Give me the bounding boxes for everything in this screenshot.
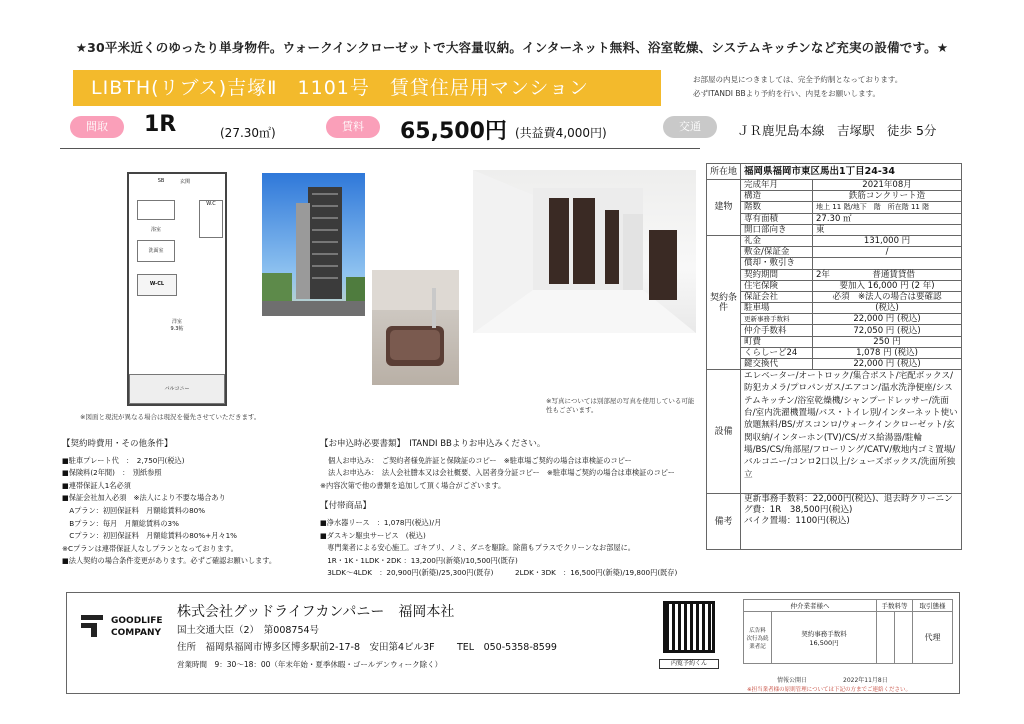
building-label-3: 専有面積: [741, 213, 813, 224]
option-item: 専門業者による安心施工。ゴキブリ、ノミ、ダニを駆除。除菌もプラスでクリーンなお部屋に。: [320, 543, 635, 553]
bathroom-photo: [372, 270, 459, 385]
transport-label-badge: 交通: [663, 116, 717, 138]
contract-value-6: (税込): [813, 303, 962, 314]
room-interior-photo: [473, 170, 696, 333]
option-item: ■ダスキン駆虫サービス (税込): [320, 530, 426, 540]
contract-label-11: 鍵交換代: [741, 359, 813, 370]
building-value-0: 2021年08月: [813, 180, 962, 191]
terms-heading: 【契約時費用・その他条件】: [62, 439, 173, 449]
common-fee-value: (共益費4,000円): [515, 126, 607, 140]
company-hours: 営業時間 9：30〜18：00（年末年始・夏季休暇・ゴールデンウィーク除く）: [177, 660, 443, 669]
qr-label[interactable]: 内覧予約くん: [659, 659, 719, 669]
company-logo-text: [111, 615, 163, 639]
stamp-type: 代理: [913, 612, 953, 664]
fp-main-room: [133, 300, 221, 370]
rent-label-badge: 賃料: [326, 116, 380, 138]
remarks-value: 更新事務手数料：22,000円(税込)、退去時クリーニング費：1R 38,500円(税込) バイク置場：1100円(税込): [741, 494, 962, 550]
transport-value: ＪＲ鹿児島本線 吉塚駅 徒歩 5分: [737, 123, 937, 138]
apply-item: 個人お申込み： ご契約者様免許証と保険証のコピー ※駐車場ご契約の場合は車検証のコピー: [328, 455, 632, 465]
layout-value: 1R: [144, 112, 177, 137]
fp-room-size: 9.3帖: [170, 326, 184, 332]
building-value-4: 東: [813, 224, 962, 235]
building-label-1: 構造: [741, 191, 813, 202]
contract-label-9: 町費: [741, 336, 813, 347]
contract-label-7: 更新事務手数料: [741, 314, 813, 325]
qr-code-icon[interactable]: [663, 601, 715, 653]
contract-label-3: 契約期間: [741, 269, 813, 280]
contract-value-7: 22,000 円 (税込): [813, 314, 962, 325]
option-item: 3LDK〜4LDK ：20,900円(新築)/25,300円(既存) 2LDK・3DK ：16,500円(新築)/19,800円(既存): [320, 568, 678, 578]
contract-section-label: 契約条件: [707, 235, 741, 369]
building-value-3: 27.30 ㎡: [813, 213, 962, 224]
logo-line-1: GOODLIFE: [111, 616, 163, 626]
contract-value-10: 1,078 円 (税込): [813, 347, 962, 358]
equipment-value: エレベーター/オートロック/集合ポスト/宅配ボックス/防犯カメラ/プロパンガス/エアコン/温水洗浄便座/システムキッチン/浴室乾燥機/シャンプードレッサー/洗面台/室内洗濯機置場/バス・トイレ別/インターネット使い放題無料/BS/ガスコンロ/ウォークインクローゼット/玄関収納/インターホン(TV)/CS/ガス給湯器/駐輪場/BS/CS/角部屋/フローリング/CATV/敷地内ゴミ置場/バルコニー/コンロ2口以上/シューズボックス/洗面所独立: [741, 370, 962, 494]
fp-walk-in-closet: W-CL: [137, 274, 177, 296]
contract-value-11: 22,000 円 (税込): [813, 359, 962, 370]
terms-item: Bプラン：毎月 月額総賃料の3%: [62, 518, 179, 528]
contract-value-3: 2年 普通賃貸借: [813, 269, 962, 280]
summary-underline: [60, 148, 700, 149]
terms-item: Aプラン：初回保証料 月額総賃料の80%: [62, 505, 206, 515]
publish-date: 情報公開日 2022年11月8日: [777, 677, 888, 684]
fp-entrance: 玄関: [179, 179, 190, 185]
fp-washroom: 洗面室: [137, 240, 175, 262]
contract-value-4: 要加入 16,000 円 (2 年): [813, 280, 962, 291]
floor-plan: [127, 172, 227, 406]
terms-item: ■保険料(2年間) ： 別紙参照: [62, 468, 162, 478]
company-tel: TEL 050-5358-8599: [457, 642, 557, 653]
notice-line-1: お部屋の内見につきましては、完全予約制となっております。: [693, 75, 903, 84]
building-value-1: 鉄筋コンクリート造: [813, 191, 962, 202]
company-address: 住所 福岡県福岡市博多区博多駅前2-17-8 安田第4ビル3F: [177, 642, 435, 653]
layout-label-badge: 間取: [70, 116, 124, 138]
contract-label-10: くらしーど24: [741, 347, 813, 358]
contract-label-0: 礼金: [741, 235, 813, 246]
contract-value-5: 必須 ※法人の場合は要確認: [813, 291, 962, 302]
stamp-head-1: 手数料等: [877, 600, 913, 612]
terms-item: ■連帯保証人1名必須: [62, 480, 131, 490]
area-value: (27.30㎡): [220, 126, 276, 140]
stamp-head-0: 仲介業者様へ: [744, 600, 877, 612]
stamp-mark-2: [895, 612, 913, 664]
option-item: 1R・1K・1LDK・2DK ：13,200円(新築)/10,500円(既存): [320, 555, 518, 565]
stamp-fee: 契約事務手数料 16,500円: [772, 612, 877, 664]
terms-item: ■保証会社加入必須 ※法人により不要な場合あり: [62, 493, 226, 503]
logo-line-2: COMPANY: [111, 628, 161, 638]
application-section: [320, 438, 710, 580]
property-title: LIBTH(リブス)吉塚Ⅱ 1101号 賃貸住居用マンション: [73, 70, 661, 106]
viewing-notice: [693, 73, 993, 101]
contract-value-2: [813, 258, 962, 269]
terms-item: ※Cプランは連帯保証人なしプランとなっております。: [62, 543, 238, 553]
contract-label-8: 仲介手数料: [741, 325, 813, 336]
building-exterior-photo: [262, 173, 365, 316]
stamp-mark-1: [877, 612, 895, 664]
contract-label-6: 駐車場: [741, 303, 813, 314]
fp-bath: 浴室: [150, 227, 161, 233]
terms-item: Cプラン：初回保証料 月額総賃料の80%+月々1%: [62, 531, 237, 541]
fp-unit-bath: [137, 200, 175, 220]
building-section-label: 建物: [707, 180, 741, 236]
contract-terms: [62, 438, 312, 568]
bathroom-svg: [372, 270, 459, 385]
contract-value-1: /: [813, 247, 962, 258]
options-heading: 【付帯商品】: [320, 501, 372, 512]
notice-line-2: 必ずITANDI BBより予約を行い、内見をお願いします。: [693, 89, 881, 98]
equipment-section-label: 設備: [707, 370, 741, 494]
fp-balcony: バルコニー: [129, 374, 225, 404]
contract-label-2: 償却・敷引き: [741, 258, 813, 269]
stamp-head-2: 取引態様: [913, 600, 953, 612]
fp-room-label: 洋室: [171, 319, 182, 325]
contract-label-4: 住宅保険: [741, 280, 813, 291]
company-footer: [66, 592, 960, 694]
option-item: ■浄水器リース ：1,078円(税込)/月: [320, 517, 442, 527]
room-svg: [473, 170, 696, 333]
contract-label-1: 敷金/保証金: [741, 247, 813, 258]
terms-item: ■法人契約の場合条件変更があります。必ずご確認お願いします。: [62, 556, 277, 566]
address-value: 福岡県福岡市東区馬出1丁目24-34: [741, 164, 962, 180]
building-label-0: 完成年月: [741, 180, 813, 191]
building-label-2: 階数: [741, 202, 813, 213]
company-name: 株式会社グッドライフカンパニー 福岡本社: [177, 604, 455, 620]
terms-item: ■駐車プレート代 ： 2,750円(税込): [62, 455, 185, 465]
building-label-4: 開口部向き: [741, 224, 813, 235]
photo-note: ※写真については別部屋の写真を使用している可能性もございます。: [546, 397, 695, 414]
apply-heading: 【お申込時必要書類】 ITANDI BBよりお申込みください。: [320, 439, 546, 449]
address-label: 所在地: [707, 164, 741, 180]
floorplan-note: ※図面と現況が異なる場合は現況を優先させていただきます。: [80, 413, 261, 421]
property-info-table: [706, 163, 962, 550]
remarks-section-label: 備考: [707, 494, 741, 550]
apply-item: 法人お申込み： 法人会社謄本又は会社概要、入居者身分証コピー ※駐車場ご契約の場合は車検証のコピー: [328, 468, 675, 478]
building-value-2: 地上 11 階/地下 階 所在階 11 階: [813, 202, 962, 213]
footer-warning: ※担当業者様の原則管理については下記の方までご連絡ください。: [747, 687, 912, 693]
company-license: 国土交通大臣（2） 第008754号: [177, 625, 320, 636]
broker-stamp-table: [743, 599, 953, 664]
fp-sb: SB: [157, 178, 165, 184]
apply-item: ※内容次第で他の書類を追加して頂く場合がございます。: [320, 480, 506, 490]
rent-value: 65,500円: [400, 119, 507, 144]
contract-value-8: 72,050 円 (税込): [813, 325, 962, 336]
fp-wc: W.C: [199, 200, 223, 238]
contract-value-0: 131,000 円: [813, 235, 962, 246]
contract-value-9: 250 円: [813, 336, 962, 347]
building-svg: [262, 173, 365, 316]
contract-label-5: 保証会社: [741, 291, 813, 302]
company-logo-icon: [81, 615, 103, 637]
stamp-left: 広告料 次行為続 業者記: [744, 612, 772, 664]
headline: ★30平米近くのゆったり単身物件。ウォークインクローゼットで大容量収納。インターネット無料、浴室乾燥、システムキッチンなど充実の設備です。★: [75, 40, 949, 55]
